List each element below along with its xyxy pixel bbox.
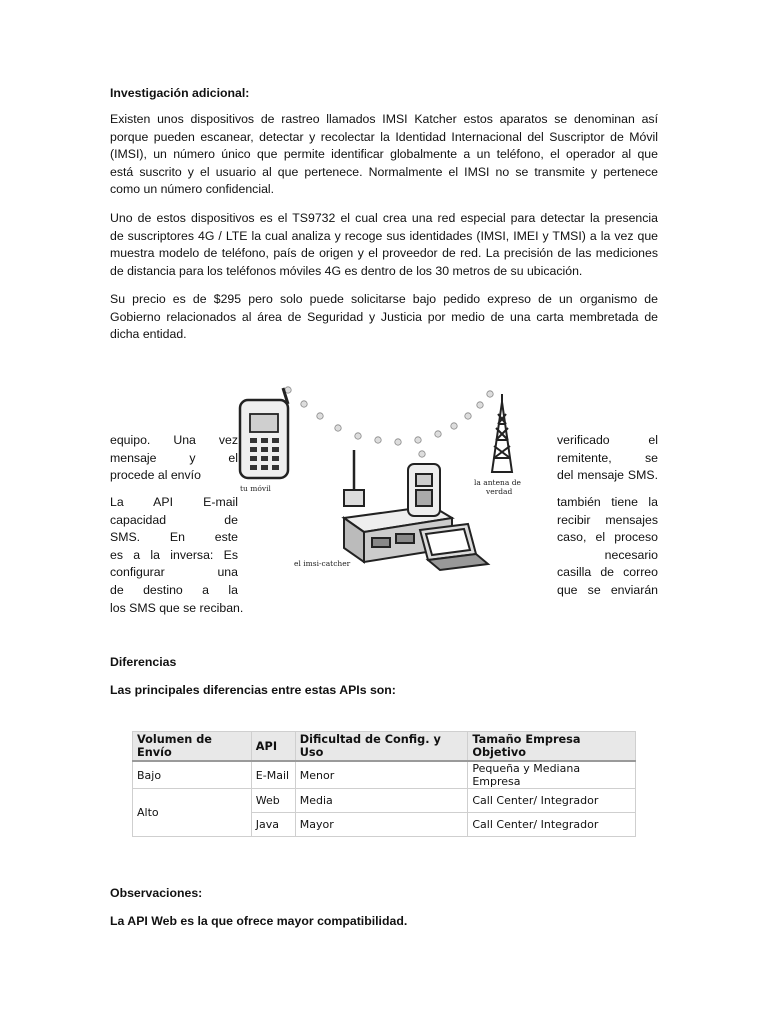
table-header-cell: Dificultad de Config. y Uso [295, 732, 468, 762]
column-line: verificado el [557, 433, 658, 447]
paragraph-line: (IMSI), un número único que permite identificar globalmente a un teléfono, el operador al que [110, 147, 658, 162]
mobile-phone-icon [240, 388, 288, 478]
paragraph-line: porque pueden escanear, detectar y recolectar la Identidad Internacional del Suscriptor de Móvil [110, 129, 658, 144]
paragraph-line: de distancia para los teléfonos móviles 4G es dentro de los 30 metros de su ubicación. [110, 263, 583, 278]
table-cell: Media [295, 789, 468, 813]
column-line: de destino a la [110, 582, 238, 597]
differences-table [132, 731, 636, 837]
left-column-block-1 [110, 432, 238, 485]
column-line: SMS. En este [110, 530, 238, 545]
column-line: es a la inversa: Es [110, 547, 238, 562]
paragraph-line: muestra modelo de teléfono, país de origen y el proveedor de red. La precisión de las mediciones [110, 246, 658, 261]
table-cell: E-Mail [251, 761, 295, 789]
imsi-catcher-figure [232, 378, 554, 574]
column-line: capacidad de [110, 512, 238, 527]
table-cell: Alto [133, 789, 252, 837]
table-cell: Bajo [133, 761, 252, 789]
heading-observaciones: Observaciones: [110, 886, 203, 900]
laptop-icon [420, 524, 488, 570]
column-line: caso, el proceso [557, 530, 658, 545]
table-header-cell: API [251, 732, 295, 762]
paragraph-ts9732 [110, 210, 658, 280]
paragraph-line: Existen unos dispositivos de rastreo llamados IMSI Katcher estos aparatos se denominan así [110, 112, 658, 126]
diferencias-intro: Las principales diferencias entre estas APIs son: [110, 683, 396, 697]
signal-dots [285, 387, 493, 473]
column-line: procede al envío [110, 468, 201, 483]
label-antena-2: verdad [486, 487, 513, 496]
table-cell: Call Center/ Integrador [468, 813, 636, 837]
observaciones-text: La API Web es la que ofrece mayor compatibilidad. [110, 914, 408, 928]
heading-investigacion: Investigación adicional: [110, 86, 250, 100]
table-header-cell: Volumen de Envío [133, 732, 252, 762]
table-cell: Java [251, 813, 295, 837]
paragraph-imsi-catcher [110, 111, 658, 199]
paragraph-line: dicha entidad. [110, 327, 187, 342]
heading-diferencias: Diferencias [110, 655, 177, 669]
paragraph-line: Su precio es de $295 pero solo puede solicitarse bajo pedido expreso de un organismo de [110, 292, 658, 306]
column-line: también tiene la [557, 495, 658, 509]
target-phone-icon [408, 464, 440, 516]
table-cell: Mayor [295, 813, 468, 837]
column-line: necesario [604, 547, 658, 562]
column-line: del mensaje SMS. [557, 468, 658, 483]
right-column-block-2 [557, 494, 658, 600]
label-imsi-catcher: el imsi-catcher [294, 559, 351, 568]
column-line: remitente, se [557, 450, 658, 465]
label-antena-1: la antena de [474, 478, 521, 487]
column-line: equipo. Una vez [110, 433, 238, 447]
table-cell: Pequeña y Mediana Empresa [468, 761, 636, 789]
paragraph-line: como un número confidencial. [110, 182, 275, 197]
paragraph-line: está suscrito y el usuario al que pertenece. Normalmente el IMSI no se transmite y pertenece [110, 164, 658, 179]
column-line: que se enviarán [557, 582, 658, 597]
paragraph-line: de suscriptores 4G / LTE la cual analiza y recoge sus identidades (IMSI, IMEI y TMSI) a la vez que [110, 228, 658, 243]
table-cell: Web [251, 789, 295, 813]
label-tu-movil: tu móvil [240, 484, 271, 493]
table-row [133, 789, 636, 813]
table-cell: Call Center/ Integrador [468, 789, 636, 813]
table-row [133, 761, 636, 789]
column-line: configurar una [110, 565, 238, 580]
column-line: recibir mensajes [557, 512, 658, 527]
column-line: casilla de correo [557, 565, 658, 580]
antenna-tower-icon [492, 394, 512, 472]
table-header-row [133, 732, 636, 762]
column-line: La API E-mail [110, 495, 238, 509]
paragraph-line: Gobierno relacionados al área de Seguridad y Justicia por medio de una carta membretada de [110, 309, 658, 324]
table-header-cell: Tamaño Empresa Objetivo [468, 732, 636, 762]
column-line: los SMS que se reciban. [110, 600, 244, 615]
left-column-block-2 [110, 494, 244, 617]
column-line: mensaje y el [110, 450, 238, 465]
right-column-block-1 [557, 432, 658, 485]
table-cell: Menor [295, 761, 468, 789]
paragraph-line: Uno de estos dispositivos es el TS9732 el cual crea una red especial para detectar la presencia [110, 211, 658, 225]
paragraph-precio [110, 291, 658, 344]
